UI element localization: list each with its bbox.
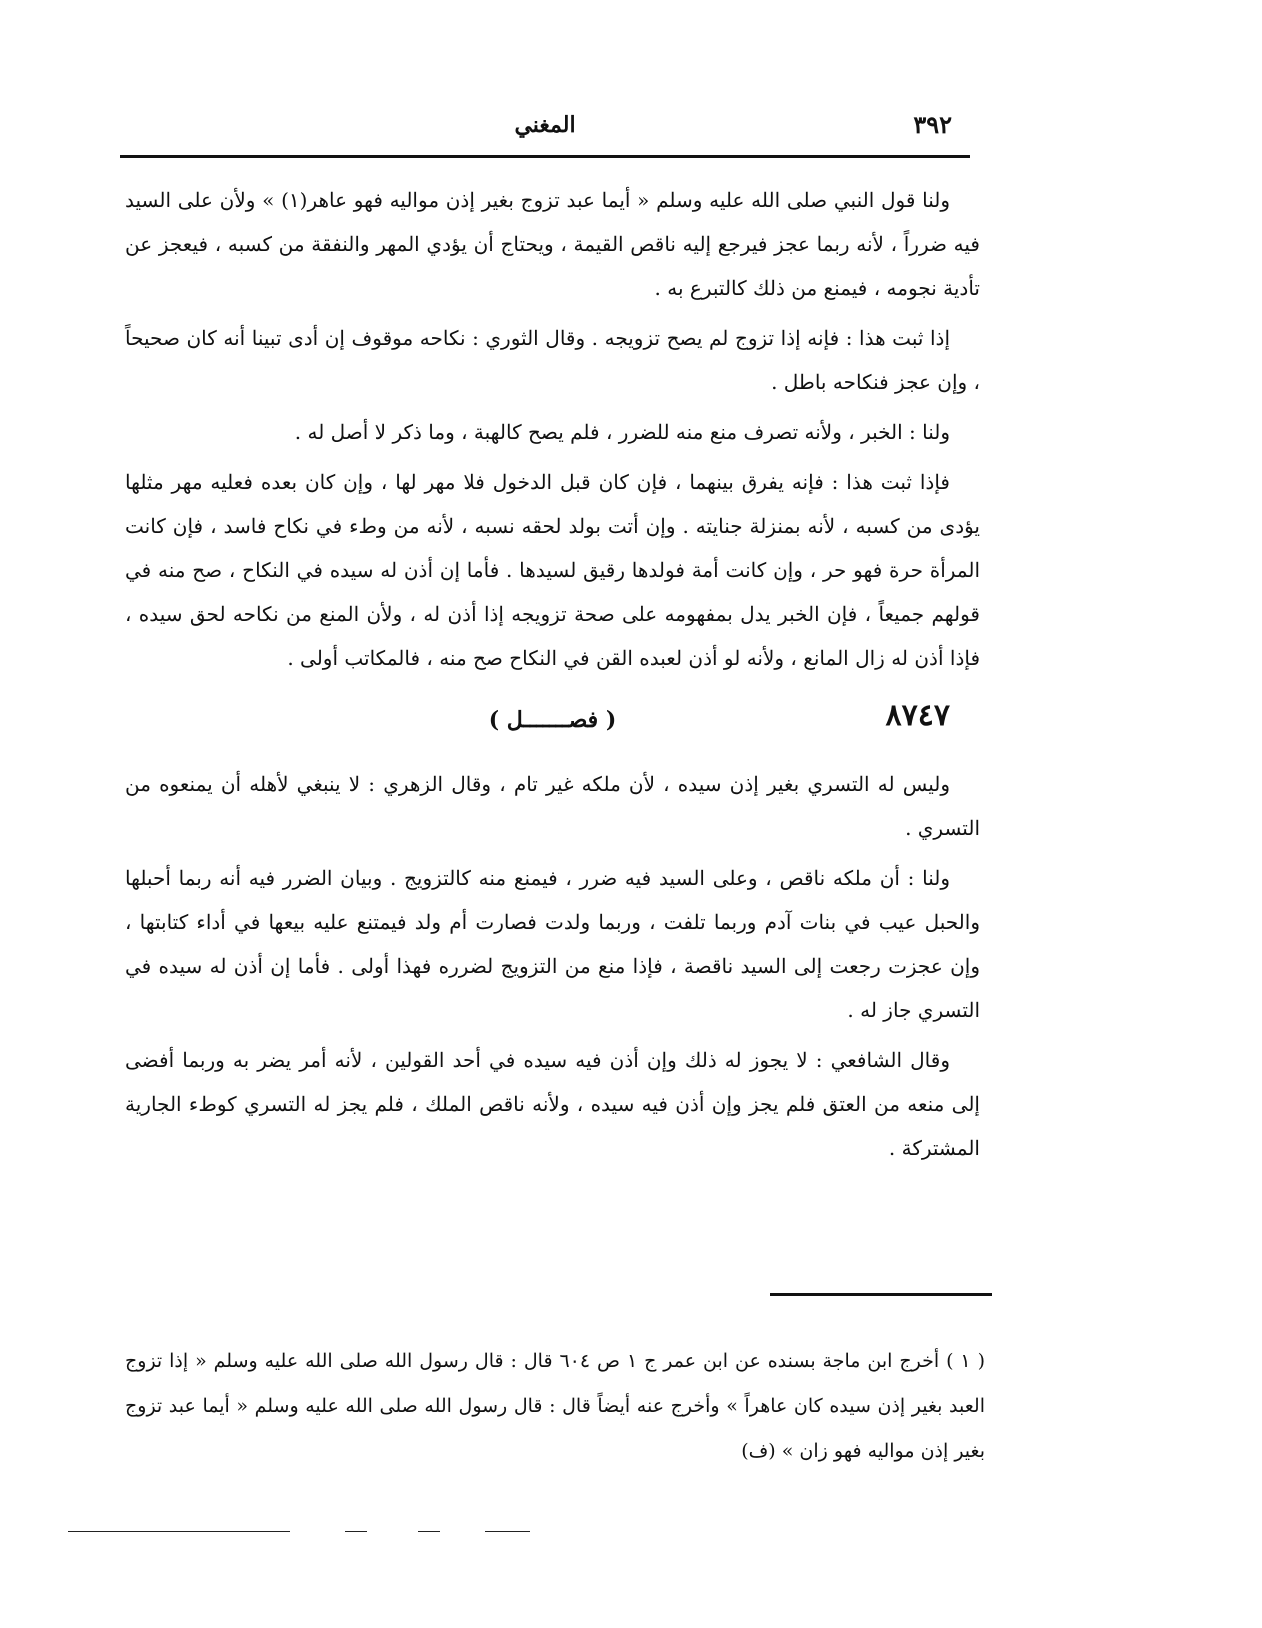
paragraph: وقال الشافعي : لا يجوز له ذلك وإن أذن فيه سيده في أحد القولين ، لأنه أمر يضر به وربما أفضى إلى منعه من العتق فلم يجز وإن أذن فيه سيده ، ولأنه ناقص الملك ، فلم يجز له التسري كوطء الجارية المشتركة . [125, 1048, 980, 1160]
running-title: المغني [514, 112, 576, 138]
paragraph: فإذا ثبت هذا : فإنه يفرق بينهما ، فإن كان قبل الدخول فلا مهر لها ، وإن كان بعده فعليه مهر مثلها يؤدى من كسبه ، لأنه بمنزلة جنايته . وإن أتت بولد لحقه نسبه ، لأنه من وطء في نكاح فاسد ، فإن كانت المرأة حرة فهو حر ، وإن كانت أمة فولدها رقيق لسيدها . فأما إن أذن له سيده في النكاح ، صح منه في قولهم جميعاً ، فإن الخبر يدل بمفهومه على صحة تزويجه إذا أذن له ، ولأن المنع من نكاحه لحق سيده ، فإذا أذن له زال المانع ، ولأنه لو أذن لعبده القن في النكاح صح منه ، فالمكاتب أولى . [125, 470, 980, 670]
section-heading [125, 688, 980, 758]
page-number: ٣٩٢ [913, 110, 952, 139]
section-number: ٨٧٤٧ [885, 698, 950, 733]
paragraph: ولنا : أن ملكه ناقص ، وعلى السيد فيه ضرر ، فيمنع منه كالتزويج . وبيان الضرر فيه أنه ربما أحبلها والحبل عيب في بنات آدم وربما تلفت ، وربما ولدت فصارت أم ولد فيمتنع عليه بيعها في أداء كتابتها ، وإن عجزت رجعت إلى السيد ناقصة ، فإذا منع من التزويج لضرره فهذا أولى . فأما إن أذن له سيده في التسري جاز له . [125, 866, 980, 1022]
section-label: ( فصـــــــل ) [488, 707, 617, 733]
paragraph: وليس له التسري بغير إذن سيده ، لأن ملكه غير تام ، وقال الزهري : لا ينبغي لأهله أن يمنعوه من التسري . [125, 772, 980, 840]
paragraph: إذا ثبت هذا : فإنه إذا تزوج لم يصح تزويجه . وقال الثوري : نكاحه موقوف إن أدى تبينا أنه كان صحيحاً ، وإن عجز فنكاحه باطل . [125, 326, 980, 394]
header-divider [120, 155, 970, 158]
bottom-scan-line [485, 1531, 530, 1532]
paragraph: ولنا قول النبي صلى الله عليه وسلم « أيما عبد تزوج بغير إذن مواليه فهو عاهر(١) » ولأن على السيد فيه ضرراً ، لأنه ربما عجز فيرجع إليه ناقص القيمة ، ويحتاج أن يؤدي المهر والنفقة من كسبه ، فيعجز عن تأدية نجومه ، فيمنع من ذلك كالتبرع به . [125, 188, 980, 300]
bottom-scan-line [345, 1531, 367, 1532]
bottom-scan-line [68, 1531, 290, 1532]
paragraph: ولنا : الخبر ، ولأنه تصرف منع منه للضرر ، فلم يصح كالهبة ، وما ذكر لا أصل له . [294, 420, 950, 444]
footnote: ( ١ ) أخرج ابن ماجة بسنده عن ابن عمر ج ١ ص ٦٠٤ قال : قال رسول الله صلى الله عليه وسلم « إذا تزوج العبد بغير إذن سيده كان عاهراً » وأخرج عنه أيضاً قال : قال رسول الله صلى الله عليه وسلم « أيما عبد تزوج بغير إذن مواليه فهو زان » (ف) [125, 1350, 985, 1462]
bottom-scan-line [418, 1531, 440, 1532]
main-text [125, 178, 980, 1176]
page-header [120, 110, 970, 150]
footnote-divider [770, 1293, 992, 1296]
